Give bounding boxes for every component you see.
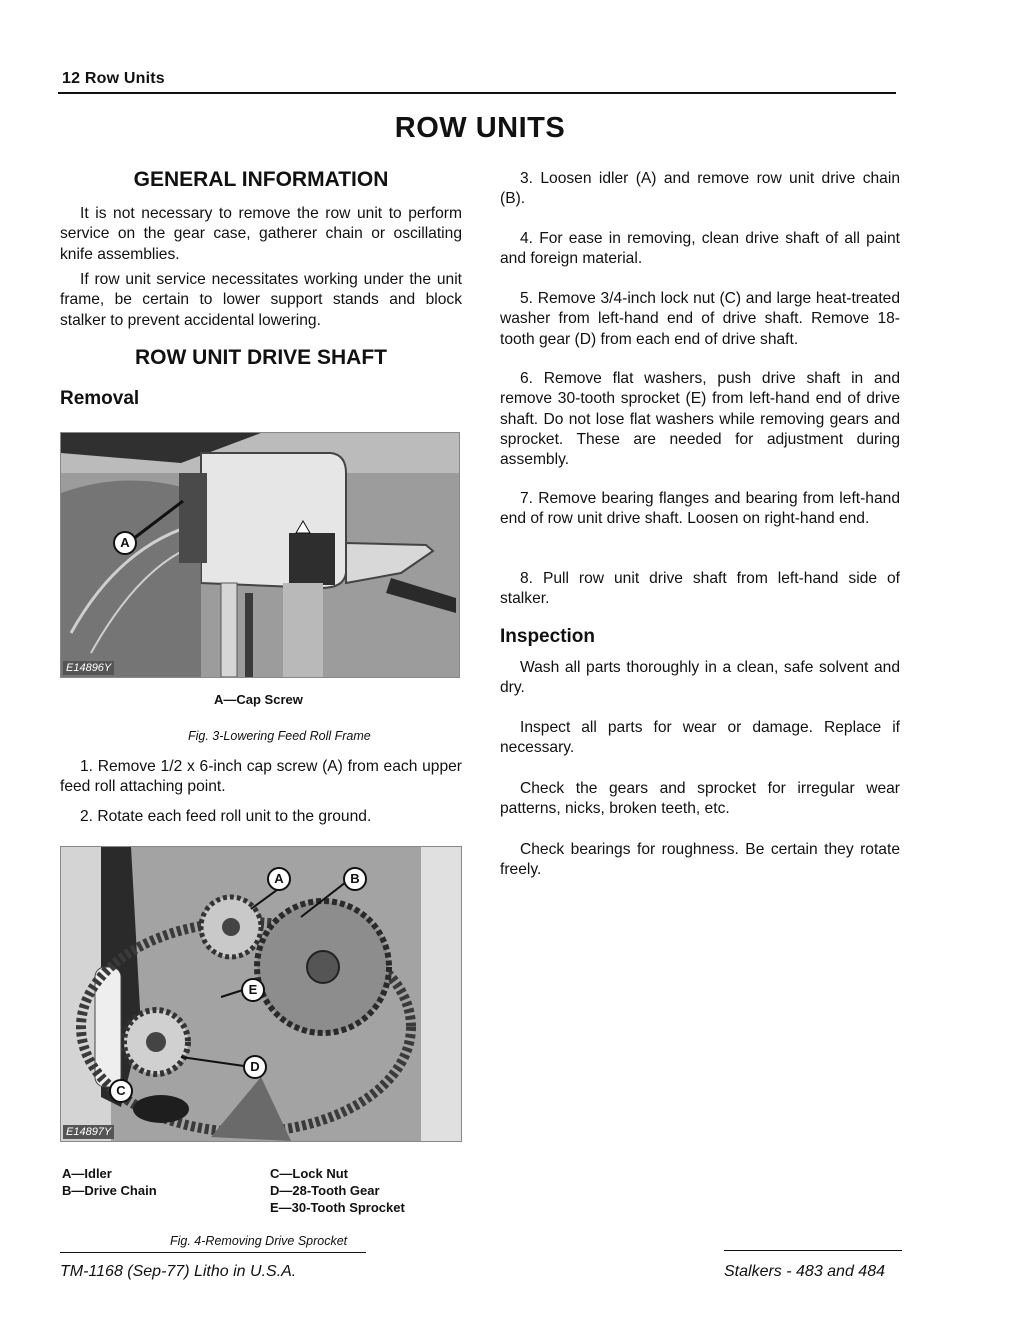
removal-heading: Removal [60,388,140,409]
footer-rule-left [60,1252,366,1253]
callout-a: A [113,531,137,555]
figure-4-caption: Fig. 4-Removing Drive Sprocket [170,1234,348,1248]
figure-4-legend-b: B—Drive Chain [62,1183,157,1198]
general-information-heading: GENERAL INFORMATION [133,168,389,191]
figure-3-caption: Fig. 3-Lowering Feed Roll Frame [188,729,371,743]
inspection-paragraph-3: Check the gears and sprocket for irregular wear patterns, nicks, broken teeth, etc. [500,780,900,818]
footer-rule-right [724,1250,902,1251]
callout-e: E [241,978,265,1002]
step-1: 1. Remove 1/2 x 6-inch cap screw (A) from each upper feed roll attaching point. [60,758,462,796]
figure-3-legend: A—Cap Screw [214,692,303,707]
inspection-heading: Inspection [500,626,596,647]
figure-4-legend-c: C—Lock Nut [270,1166,348,1181]
figure-4-legend-a: A—Idler [62,1166,112,1181]
step-2: 2. Rotate each feed roll unit to the ground. [80,808,372,825]
inspection-paragraph-1: Wash all parts thoroughly in a clean, safe solvent and dry. [500,659,900,697]
figure-4-code: E14897Y [63,1125,114,1139]
callout-c: C [109,1079,133,1103]
figure-4-legend-e: E—30-Tooth Sprocket [270,1200,405,1215]
step-6: 6. Remove flat washers, push drive shaft in and remove 30-tooth sprocket (E) from left-hand end of drive shaft. Do not lose flat washers while removing gears and sprocket. These are needed for adjustment during assembly. [500,370,900,469]
figure-4-photo [60,846,462,1142]
figure-3-code: E14896Y [63,661,114,675]
figure-4-legend-d: D—28-Tooth Gear [270,1183,380,1198]
step-7: 7. Remove bearing flanges and bearing from left-hand end of row unit drive shaft. Loosen on right-hand end. [500,490,900,528]
callout-a: A [267,867,291,891]
footer-right: Stalkers - 483 and 484 [724,1263,885,1280]
step-8: 8. Pull row unit drive shaft from left-hand side of stalker. [500,570,900,608]
figure-3-illustration [61,433,459,677]
step-3: 3. Loosen idler (A) and remove row unit drive chain (B). [500,170,900,208]
step-5: 5. Remove 3/4-inch lock nut (C) and large heat-treated washer from left-hand end of drive shaft. Remove 18-tooth gear (D) from each end of drive shaft. [500,290,900,348]
callout-d: D [243,1055,267,1079]
footer-left: TM-1168 (Sep-77) Litho in U.S.A. [60,1263,297,1280]
page-header: 12 Row Units [62,70,165,87]
step-4: 4. For ease in removing, clean drive shaft of all paint and foreign material. [500,230,900,268]
figure-3-photo [60,432,460,678]
general-paragraph-1: It is not necessary to remove the row unit to perform service on the gear case, gatherer chain or oscillating knife assemblies. [60,205,462,263]
inspection-paragraph-4: Check bearings for roughness. Be certain they rotate freely. [500,841,900,879]
callout-b: B [343,867,367,891]
inspection-paragraph-2: Inspect all parts for wear or damage. Replace if necessary. [500,719,900,757]
row-unit-drive-shaft-heading: ROW UNIT DRIVE SHAFT [135,346,387,369]
header-rule [58,92,896,94]
general-paragraph-2: If row unit service necessitates working under the unit frame, be certain to lower support stands and block stalker to prevent accidental lowering. [60,271,462,329]
page-title: ROW UNITS [394,112,566,144]
